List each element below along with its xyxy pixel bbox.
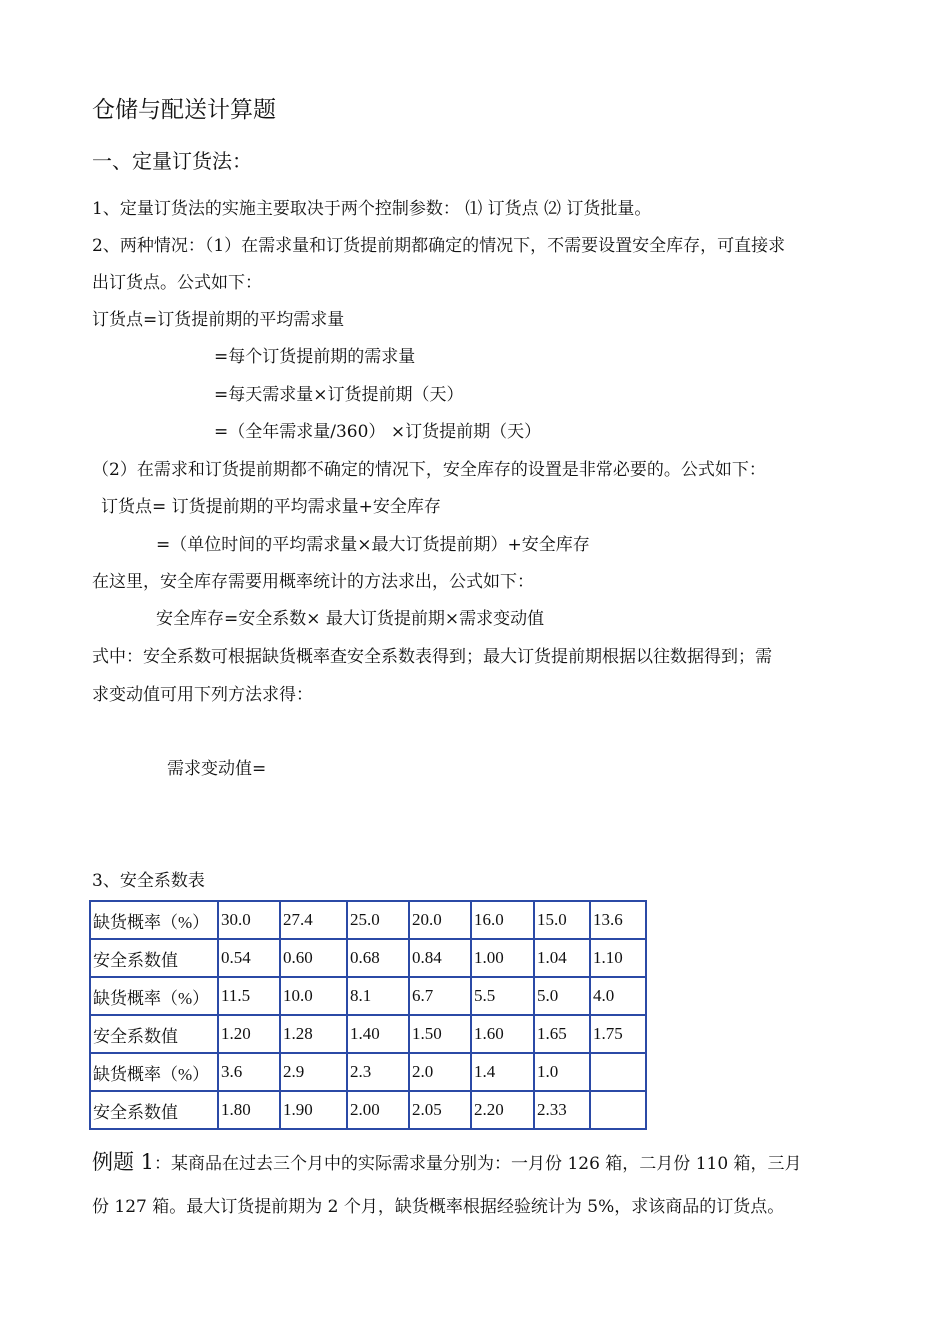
- table-cell: 5.5: [471, 977, 534, 1015]
- table-row: [90, 901, 646, 939]
- formula-line: =每天需求量×订货提前期（天）: [214, 385, 464, 405]
- table-cell: 20.0: [409, 901, 471, 939]
- table-cell: 2.0: [409, 1053, 471, 1091]
- safety-factor-table: [89, 900, 647, 1130]
- row-header-cell: 安全系数值: [90, 939, 218, 977]
- example-paragraph-cont: 份 127 箱。最大订货提前期为 2 个月，缺货概率根据经验统计为 5%，求该商品的订货点。: [92, 1197, 785, 1217]
- table-cell: 13.6: [590, 901, 646, 939]
- paragraph: 出订货点。公式如下：: [92, 273, 262, 293]
- table-cell: 1.0: [534, 1053, 590, 1091]
- table-cell: 1.04: [534, 939, 590, 977]
- paragraph: 式中：安全系数可根据缺货概率查安全系数表得到；最大订货提前期根据以往数据得到；需: [92, 647, 772, 667]
- formula-line: 订货点= 订货提前期的平均需求量+安全库存: [101, 497, 441, 517]
- table-cell: 4.0: [590, 977, 646, 1015]
- table-cell: 25.0: [347, 901, 409, 939]
- row-header-cell: 缺货概率（%）: [90, 977, 218, 1015]
- formula-line: 安全库存=安全系数× 最大订货提前期×需求变动值: [156, 609, 545, 629]
- table-cell: 1.65: [534, 1015, 590, 1053]
- table-cell: 10.0: [280, 977, 347, 1015]
- table-cell: 3.6: [218, 1053, 280, 1091]
- table-cell: 0.68: [347, 939, 409, 977]
- table-cell: 2.00: [347, 1091, 409, 1129]
- table-cell: 6.7: [409, 977, 471, 1015]
- paragraph: 在这里，安全库存需要用概率统计的方法求出，公式如下：: [92, 572, 534, 592]
- table-row: [90, 977, 646, 1015]
- table-cell: 30.0: [218, 901, 280, 939]
- table-cell: 8.1: [347, 977, 409, 1015]
- paragraph: （2）在需求和订货提前期都不确定的情况下，安全库存的设置是非常必要的。公式如下：: [92, 460, 766, 480]
- table-cell: 11.5: [218, 977, 280, 1015]
- formula-line: 订货点=订货提前期的平均需求量: [92, 310, 345, 330]
- table-cell: 0.60: [280, 939, 347, 977]
- table-cell: 2.9: [280, 1053, 347, 1091]
- table-cell: 1.50: [409, 1015, 471, 1053]
- row-header-cell: 安全系数值: [90, 1015, 218, 1053]
- table-cell: 2.05: [409, 1091, 471, 1129]
- table-cell: 1.4: [471, 1053, 534, 1091]
- formula-line: 需求变动值=: [167, 759, 267, 779]
- table-cell: 5.0: [534, 977, 590, 1015]
- table-cell: 0.84: [409, 939, 471, 977]
- table-cell: [590, 1091, 646, 1129]
- table-cell: 15.0: [534, 901, 590, 939]
- table-cell: [590, 1053, 646, 1091]
- row-header-cell: 缺货概率（%）: [90, 1053, 218, 1091]
- row-header-cell: 安全系数值: [90, 1091, 218, 1129]
- table-cell: 1.75: [590, 1015, 646, 1053]
- formula-line: =每个订货提前期的需求量: [214, 347, 416, 367]
- table-cell: 27.4: [280, 901, 347, 939]
- table-row: [90, 1053, 646, 1091]
- section-heading: 一、定量订货法：: [92, 149, 252, 173]
- example-colon: ：: [154, 1154, 172, 1174]
- table-row: [90, 1015, 646, 1053]
- table-cell: 1.00: [471, 939, 534, 977]
- table-cell: 1.20: [218, 1015, 280, 1053]
- row-header-cell: 缺货概率（%）: [90, 901, 218, 939]
- example-paragraph: [92, 1151, 802, 1175]
- paragraph: 2、两种情况：（1）在需求量和订货提前期都确定的情况下，不需要设置安全库存，可直接求: [92, 236, 786, 256]
- table-cell: 1.28: [280, 1015, 347, 1053]
- table-cell: 16.0: [471, 901, 534, 939]
- page-title: 仓储与配送计算题: [92, 97, 276, 123]
- table-row: [90, 1091, 646, 1129]
- table-cell: 2.3: [347, 1053, 409, 1091]
- table-row: [90, 939, 646, 977]
- paragraph: 求变动值可用下列方法求得：: [92, 685, 313, 705]
- table-cell: 1.40: [347, 1015, 409, 1053]
- table-cell: 1.80: [218, 1091, 280, 1129]
- paragraph: 3、安全系数表: [92, 871, 205, 891]
- example-text: 某商品在过去三个月中的实际需求量分别为：一月份 126 箱，二月份 110 箱，三月: [171, 1154, 802, 1174]
- table-cell: 1.10: [590, 939, 646, 977]
- table-cell: 1.90: [280, 1091, 347, 1129]
- paragraph: 1、定量订货法的实施主要取决于两个控制参数： ⑴ 订货点 ⑵ 订货批量。: [92, 199, 652, 219]
- example-label: 例题 1: [92, 1150, 155, 1174]
- table-cell: 1.60: [471, 1015, 534, 1053]
- formula-line: =（单位时间的平均需求量×最大订货提前期）+安全库存: [156, 535, 590, 555]
- table-cell: 2.33: [534, 1091, 590, 1129]
- table-cell: 0.54: [218, 939, 280, 977]
- table-cell: 2.20: [471, 1091, 534, 1129]
- formula-line: =（全年需求量/360） ×订货提前期（天）: [214, 422, 542, 442]
